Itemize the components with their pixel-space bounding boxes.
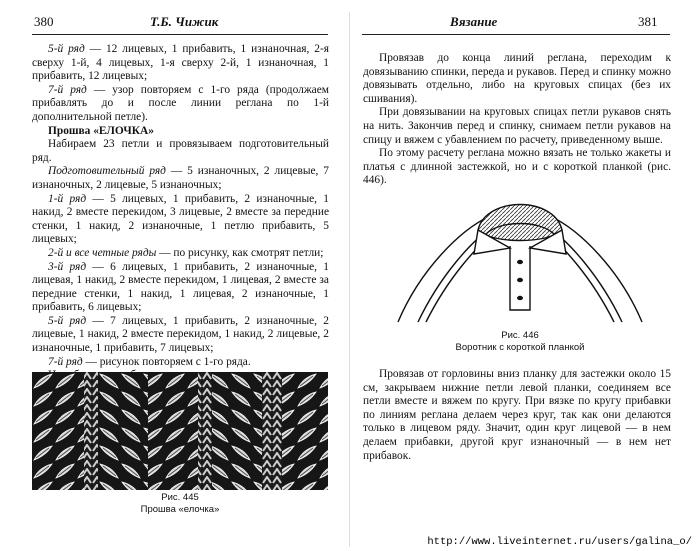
row-3-label: 3-й ряд	[48, 260, 87, 273]
row-5-instruction	[32, 43, 329, 84]
right-header-rule	[362, 34, 670, 35]
row-7b-instruction	[32, 356, 329, 370]
source-url: http://www.liveinternet.ru/users/galina_o/	[427, 536, 692, 548]
herringbone-swatch-figure	[32, 372, 328, 490]
prep-row-label: Подготовительный ряд	[48, 165, 166, 178]
right-body-text-bottom	[363, 368, 671, 463]
right-page	[350, 0, 700, 551]
figure-445-caption	[32, 492, 328, 516]
row-3-instruction	[32, 261, 329, 315]
row-3-text: — 6 лицевых, 1 прибавить, 2 изнаночные, 1 лицевая, 1 накид, 2 вместе перекидом, 1 лицевая, 2 вместе за передние стенки, 1 накид, 1 лицевая, 2 изнаночные, 1 прибавить, 6 лицевых;	[32, 260, 329, 314]
row-2-instruction	[32, 247, 329, 261]
row-7-label: 7-й ряд	[48, 83, 87, 96]
paragraph-2: При довязывании на круговых спицах петли рукавов снять на нить. Закончив перед и спинку, снимаем петли рукавов на спицу и вяжем с убавлением по расчету, приведенному выше.	[363, 106, 671, 146]
row-7b-label: 7-й ряд	[48, 355, 83, 368]
row-2-text: — по рисунку, как смотрят петли;	[156, 246, 324, 259]
row-1-instruction	[32, 193, 329, 247]
figure-446-title: Воротник с короткой планкой	[455, 342, 585, 353]
prep-row-text: — 5 изнаночных, 2 лицевые, 7 изнаночных, 2 лицевые, 5 изнаночных;	[32, 165, 329, 191]
row-2-label: 2-й и все четные ряды	[48, 246, 157, 259]
figure-445-title: Прошва «елочка»	[140, 504, 220, 515]
paragraph-3: По этому расчету реглана можно вязать не только жакеты и платья с длинной застежкой, но и с короткой планкой (рис. 446).	[363, 147, 671, 187]
right-running-header	[350, 14, 700, 32]
row-7b-text: — рисунок повторяем с 1-го ряда.	[82, 355, 251, 368]
collar-placket-figure	[390, 190, 650, 328]
left-page-number: 380	[34, 14, 54, 29]
left-body-text	[32, 43, 329, 383]
row-1-label: 1-й ряд	[48, 192, 87, 205]
cast-on-instruction: Набираем 23 петли и провязываем подготовительный ряд.	[32, 138, 329, 164]
left-running-head: Т.Б. Чижик	[150, 14, 219, 29]
row-7-text: — узор повторяем с 1-го ряда (продолжаем прибавлять до и после линии реглана по 1-й дополнительной петле).	[32, 83, 330, 123]
right-page-number: 381	[638, 14, 658, 29]
figure-445-number: Рис. 445	[161, 492, 199, 503]
row-5-text: — 12 лицевых, 1 прибавить, 1 изнаночная, 2-я сверху 1-й, 4 лицевых, 1-я сверху 2-й, 1 изнаночная, 1 прибавить, 12 лицевых;	[32, 43, 329, 83]
row-5b-instruction	[32, 315, 329, 356]
figure-446-number: Рис. 446	[501, 330, 539, 341]
left-running-header	[0, 14, 350, 32]
right-body-text-top	[363, 52, 671, 188]
section-title: Прошва «ЕЛОЧКА»	[48, 124, 154, 137]
left-header-rule	[32, 34, 328, 35]
right-running-head: Вязание	[450, 14, 498, 29]
row-1-text: — 5 лицевых, 1 прибавить, 2 изнаночные, 1 накид, 2 вместе перекидом, 3 лицевые, 2 вместе за передние стенки, 1 накид, 2 изнаночные, 1 петлю прибавить, 5 лицевых;	[32, 192, 329, 246]
prep-row-instruction	[32, 165, 329, 192]
paragraph-4: Провязав от горловины вниз планку для застежки около 15 см, закрываем нижние петли левой планки, соединяем все петли вместе и вяжем по кругу. При вязке по кругу прибавки по линиям реглана делаем через круг, так как они делаются только в лицевом ряду. Значит, один круг лицевой — в нем делаем прибавки, другой круг изнаночный — в нем нет прибавок.	[363, 368, 671, 462]
row-5b-label: 5-й ряд	[48, 314, 87, 327]
figure-446-caption	[390, 330, 650, 354]
row-5b-text: — 7 лицевых, 1 прибавить, 2 изнаночные, 2 лицевые, 1 накид, 2 вместе перекидом, 1 накид, 2 лицевые, 2 изнаночные, 1 прибавить, 7 лицевых;	[32, 314, 329, 355]
row-7-instruction	[32, 84, 329, 125]
row-5-label: 5-й ряд	[48, 43, 85, 55]
paragraph-1: Провязав до конца линий реглана, переходим к довязыванию спинки, переда и рукавов. Перед и спинку можно довязывать отдельно, либо на круговых спицах (без их сшивания).	[363, 52, 671, 105]
